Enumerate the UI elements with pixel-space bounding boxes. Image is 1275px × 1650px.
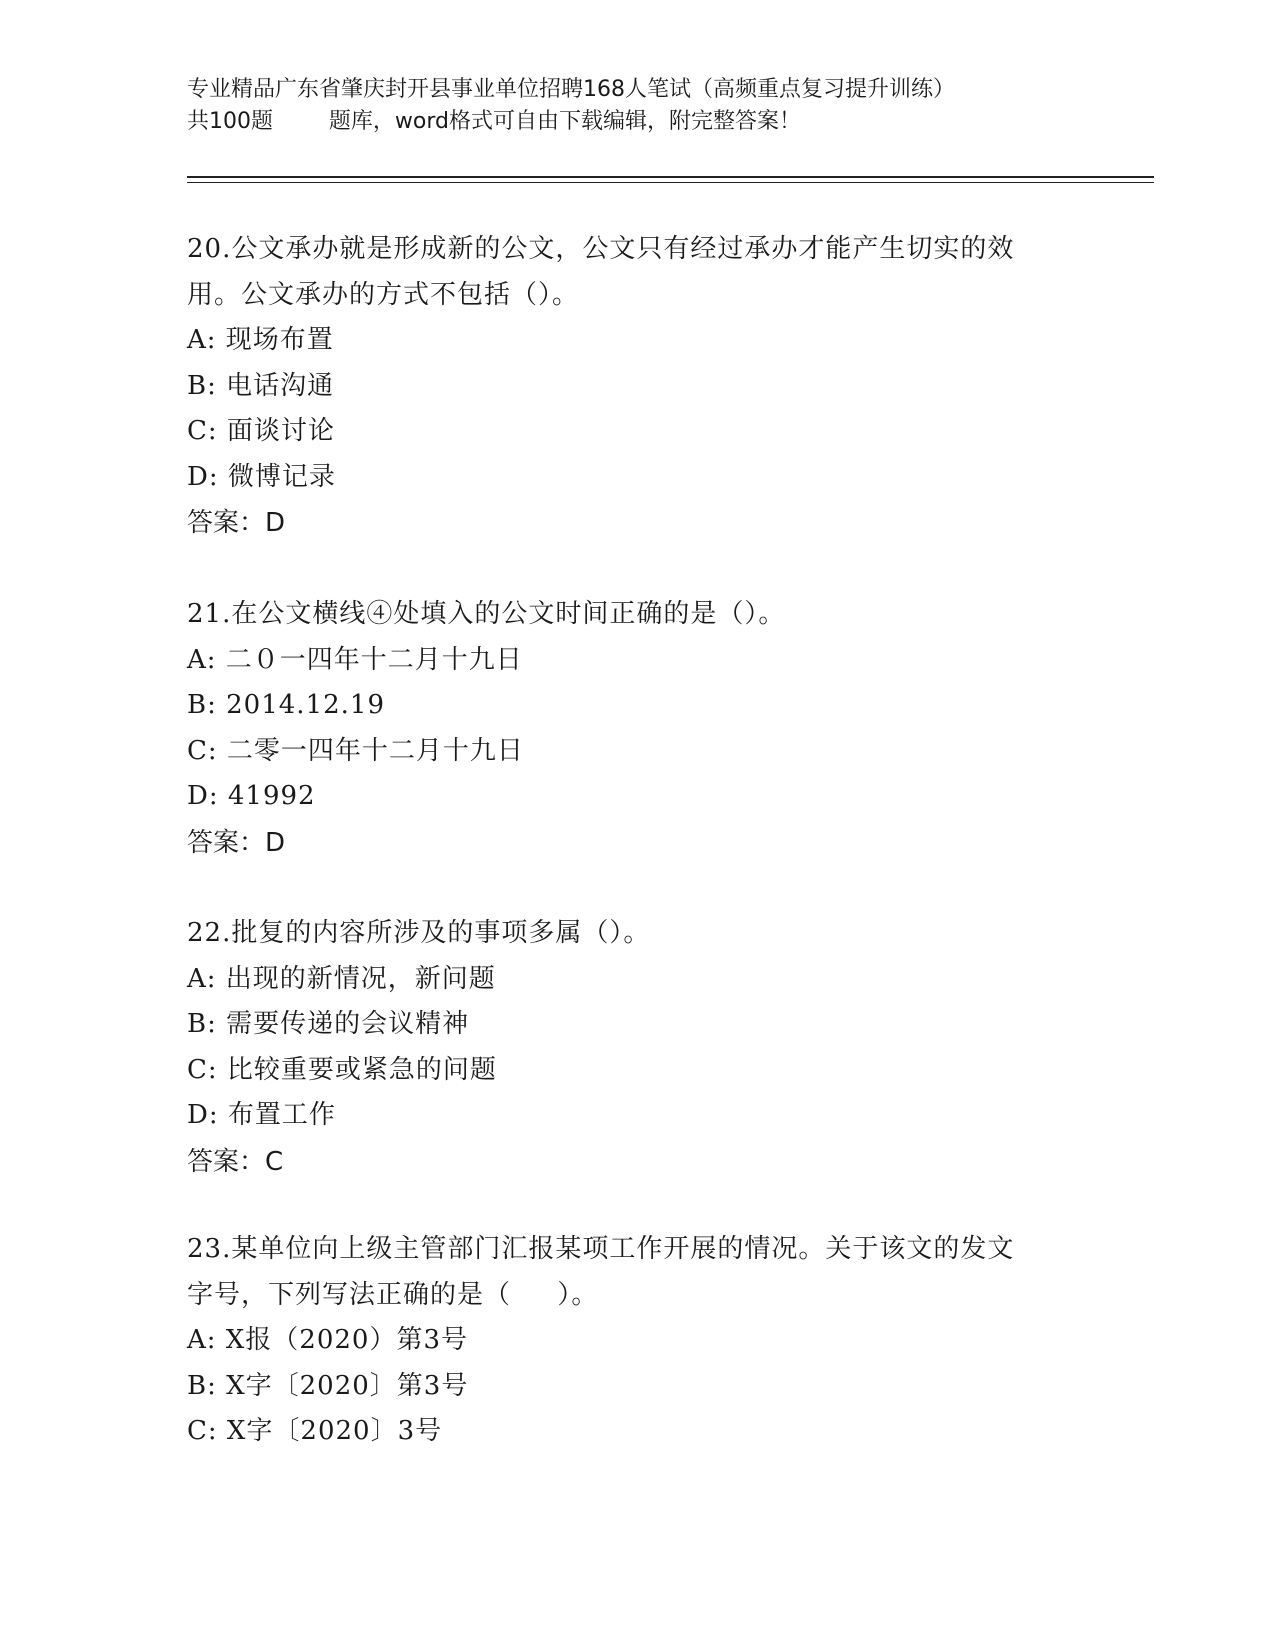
question-stem: 用。公文承办的方式不包括（）。 xyxy=(187,279,580,310)
document-header xyxy=(187,74,1087,138)
question-stem: 22.批复的内容所涉及的事项多属（）。 xyxy=(187,918,651,948)
question-stem: 字号，下列写法正确的是（ ）。 xyxy=(187,1279,599,1310)
answer: 答案：D xyxy=(187,508,286,538)
question-stem: 20.公文承办就是形成新的公文，公文只有经过承办才能产生切实的效 xyxy=(187,234,1015,264)
question-23 xyxy=(187,1227,1087,1455)
option-a: A: 出现的新情况，新问题 xyxy=(187,963,496,994)
option-b: B: 2014.12.19 xyxy=(187,690,385,720)
header-rule-thin xyxy=(187,182,1154,183)
header-line-1: 专业精品广东省肇庆封开县事业单位招聘168人笔试（高频重点复习提升训练） xyxy=(187,77,955,102)
question-20 xyxy=(187,227,1087,546)
option-c: C: X字〔2020〕3号 xyxy=(187,1416,443,1446)
option-d: D: 微博记录 xyxy=(187,461,336,492)
question-21 xyxy=(187,592,1087,866)
option-a: A: X报（2020）第3号 xyxy=(187,1325,469,1355)
option-c: C: 比较重要或紧急的问题 xyxy=(187,1054,497,1085)
option-a: A: 现场布置 xyxy=(187,325,334,355)
question-22 xyxy=(187,911,1087,1185)
option-b: B: 电话沟通 xyxy=(187,370,335,401)
option-d: D: 41992 xyxy=(187,781,316,811)
option-b: B: X字〔2020〕第3号 xyxy=(187,1370,469,1401)
option-c: C: 面谈讨论 xyxy=(187,416,335,446)
option-b: B: 需要传递的会议精神 xyxy=(187,1009,470,1039)
answer: 答案：C xyxy=(187,1146,284,1177)
question-stem: 21.在公文横线④处填入的公文时间正确的是（）。 xyxy=(187,599,786,629)
answer: 答案：D xyxy=(187,827,286,858)
header-rule-thick xyxy=(187,176,1154,178)
option-d: D: 布置工作 xyxy=(187,1100,336,1130)
question-stem: 23.某单位向上级主管部门汇报某项工作开展的情况。关于该文的发文 xyxy=(187,1234,1015,1264)
option-c: C: 二零一四年十二月十九日 xyxy=(187,735,524,766)
header-line-2: 共100题 题库，word格式可自由下载编辑，附完整答案！ xyxy=(187,109,802,134)
option-a: A: 二０一四年十二月十九日 xyxy=(187,644,523,675)
